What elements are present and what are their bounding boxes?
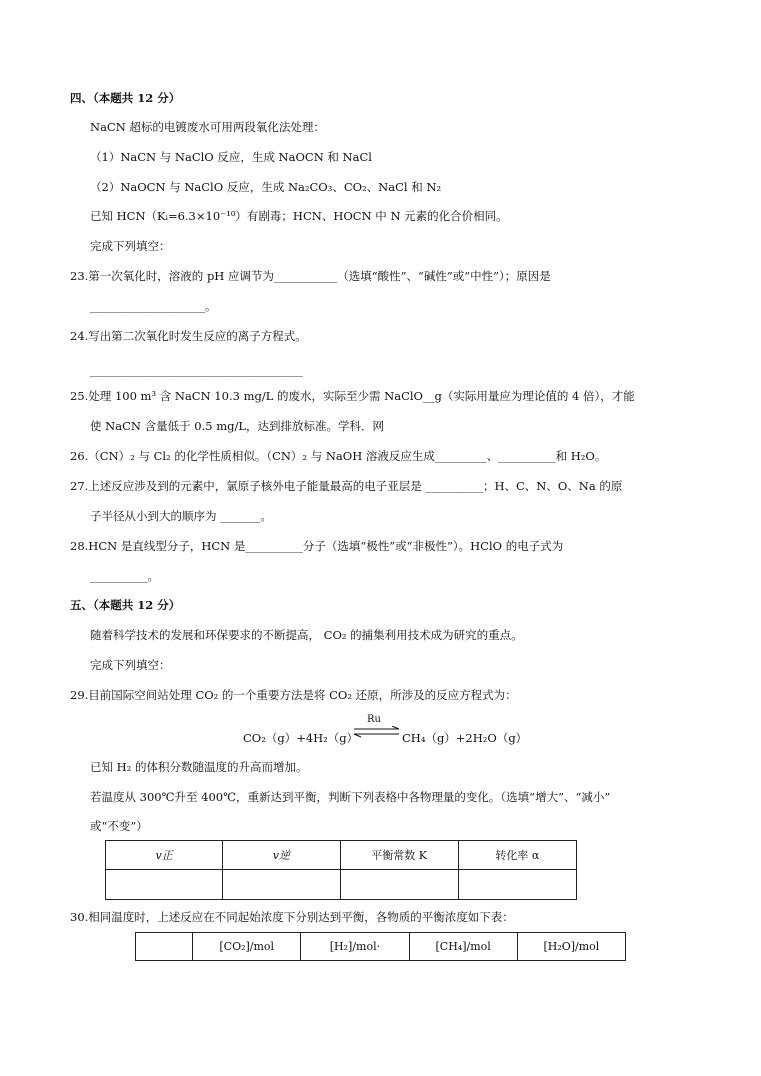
s4-step2: （2）NaOCN 与 NaClO 反应，生成 Na₂CO₃、CO₂、NaCl 和 N₂ [90,180,442,194]
question-25: 25.处理 100 m³ 含 NaCN 10.3 mg/L 的废水，实际至少需 NaClO__g（实际用量应为理论值的 4 倍），才能 [70,389,635,403]
table1-cell [458,870,576,900]
section-4-title: 四、（本题共 12 分） [70,91,181,105]
equation-catalyst: Ru [367,714,381,725]
table1-header-v-forward: v正 [106,841,223,870]
s4-fill: 完成下列填空： [90,239,171,253]
section-5-title: 五、（本题共 12 分） [70,598,181,612]
question-26: 26.（CN）₂ 与 Cl₂ 的化学性质相似。（CN）₂ 与 NaOH 溶液反应生成_________、__________和 H₂O。 [70,449,607,463]
s4-intro: NaCN 超标的电镀废水可用两段氧化法处理： [90,120,325,134]
question-28: 28.HCN 是直线型分子，HCN 是__________分子（选填“极性”或“非极性”）。HClO 的电子式为 [70,539,564,553]
reversible-arrow-icon [352,726,402,738]
question-23: 23.第一次氧化时，溶液的 pH 应调节为___________（选填“酸性”、“碱性”或“中性”）；原因是 [70,269,551,283]
table2-header-blank [136,933,193,961]
question-30: 30.相同温度时，上述反应在不同起始浓度下分别达到平衡，各物质的平衡浓度如下表： [70,910,514,924]
table2-header-h2o: [H₂O]/mol [517,933,625,961]
s4-known: 已知 HCN（Kᵢ=6.3×10⁻¹⁰）有剧毒；HCN、HOCN 中 N 元素的化合价相同。 [90,209,508,223]
equation-right: CH₄（g）+2H₂O（g） [402,731,528,745]
equation-left: CO₂（g）+4H₂（g） [243,731,359,745]
s5-intro: 随着科学技术的发展和环保要求的不断提高， CO₂ 的捕集利用技术成为研究的重点。 [90,628,523,642]
question-28-blank: __________。 [90,569,159,583]
concentration-table [135,932,626,961]
s4-step1: （1）NaCN 与 NaClO 反应，生成 NaOCN 和 NaCl [90,150,372,164]
question-24-blank: _____________________________________ [90,363,303,377]
table2-header-h2: [H₂]/mol· [301,933,409,961]
question-23-blank: ____________________。 [90,299,217,313]
question-24: 24.写出第二次氧化时发生反应的离子方程式。 [70,329,307,343]
question-29-b: 若温度从 300℃升至 400℃，重新达到平衡，判断下列表格中各物理量的变化。（选填“增大”、“减小” [90,790,611,804]
table2-header-co2: [CO₂]/mol [193,933,301,961]
question-27: 27.上述反应涉及到的元素中，氯原子核外电子能量最高的电子亚层是 __________；H、C、N、O、Na 的原 [70,479,623,493]
table1-header-k: 平衡常数 K [340,841,458,870]
question-29: 29.目前国际空间站处理 CO₂ 的一个重要方法是将 CO₂ 还原，所涉及的反应方程式为： [70,688,517,702]
table1-cell [223,870,340,900]
table1-header-alpha: 转化率 α [458,841,576,870]
s5-fill: 完成下列填空： [90,658,171,672]
table1-header-v-reverse: v逆 [223,841,340,870]
question-25-cont: 使 NaCN 含量低于 0.5 mg/L，达到排放标准。学科．网 [90,419,384,433]
table2-header-ch4: [CH₄]/mol [409,933,517,961]
question-29-c: 或“不变”） [90,819,148,833]
table1-cell [106,870,223,900]
change-table [105,840,577,900]
question-27-cont: 子半径从小到大的顺序为 _______。 [90,509,272,523]
s5-known: 已知 H₂ 的体积分数随温度的升高而增加。 [90,760,308,774]
table1-cell [340,870,458,900]
